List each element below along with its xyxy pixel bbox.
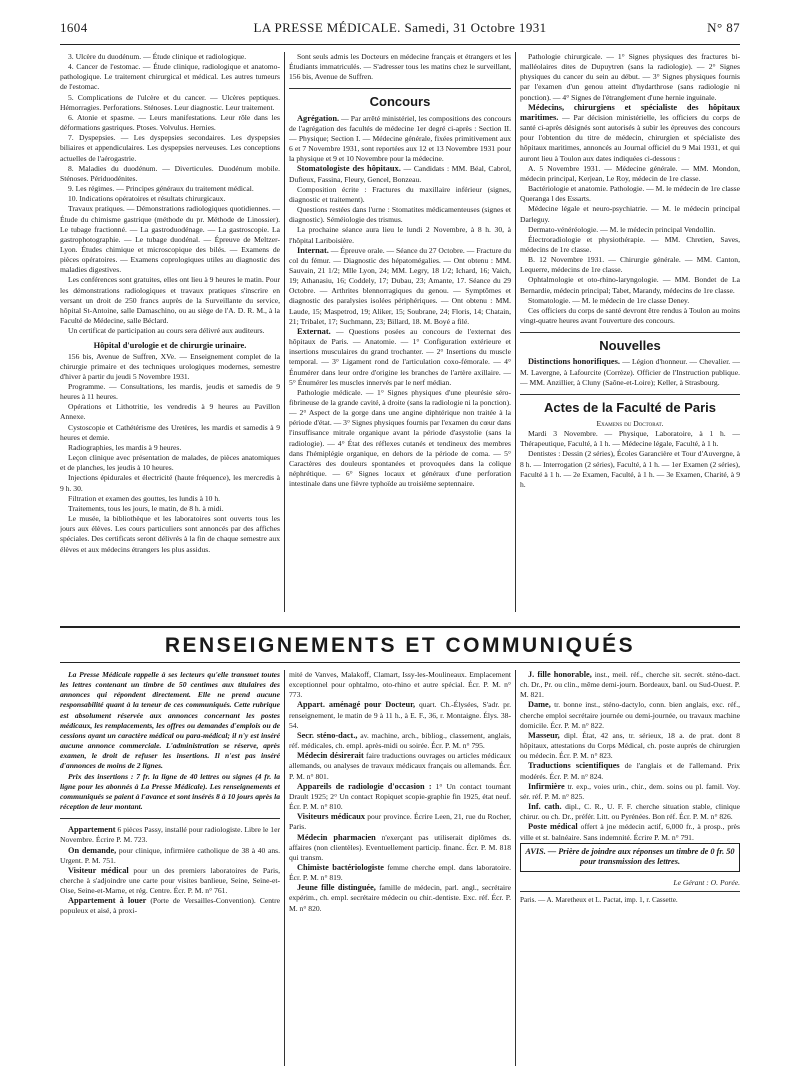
course-item: 6. Atonie et spasme. — Leurs manifestations. Leur rôle dans les déformations gastriques. Ptoses. Volvulus. Hernies. — [60, 112, 280, 133]
header-rule — [60, 44, 740, 45]
classified-ad: Visiteur médical pour un des premiers laboratoires de Paris, cherche à s'adjoindre une carte pour visites banlieue, Seine, Seine-et-Oise, Seine-et-Marne, et rég. Centre. Écr. P. M. n° 761. — [60, 865, 280, 896]
classified-ad: Jeune fille distinguée, famille de médecin, parl. angl., secrétaire expérim., ch. empl. secrétaire médecin ou chir.-dentiste. Exc. réf. Écr. P. M. n° 820. — [289, 883, 511, 913]
imprimeur-line: Paris. — A. Maretheux et L. Pactat, imp. 1, r. Cassette. — [520, 895, 678, 904]
gerant-line: Le Gérant : O. Porée. — [520, 878, 740, 892]
nouvelles-title: Nouvelles — [599, 338, 661, 354]
hopital-heading: Hôpital d'urologie et de chirurgie urinaire. — [93, 341, 247, 351]
medecins-list-item: Stomatologie. — M. le médecin de 1re classe Deney. — [528, 295, 690, 305]
agregation-heading: Agrégation. — [297, 113, 340, 123]
course-item: 5. Complications de l'ulcère et du cancer. — Ulcères peptiques. Hémorragies. Perforations. Sténoses. Leur diagnostic. Leur traitement. — [60, 92, 280, 112]
lower-column-3 — [520, 670, 740, 1076]
concours-title: Concours — [369, 94, 431, 110]
agregation-text: — Par arrêté ministériel, les compositions des concours de l'agrégation des facultés de médecine 1er degré ci-après : Section II. — Physique; Section I. — Médecine générale, fixées primitivement aux 6 et 7 Novembre 1931, sont reportées aux 12 et 13 Novembre 1931 pour la physique et 9 et 10 Novembre pour la médecine. — [289, 113, 511, 164]
classified-ad: Masseur, dipl. État, 42 ans, tr. sérieux, 18 a. de prat. dont 8 hôpitaux, attestations du Corps Médical, ch. poste auprès de chirurgien ou médecin. Écr. P. M. n° 823. — [520, 730, 740, 761]
column-divider — [515, 52, 516, 612]
classified-ad: Appartement 6 pièces Passy, installé pour radiologiste. Libre le 1er Novembre. Écrire P. M. 723. — [60, 825, 280, 845]
column-divider — [515, 670, 516, 1066]
classified-ad: Secr. sténo-dact., av. machine, arch., bibliog., classement, anglais, réf. médicales, ch. empl. après-midi ou soirée. Écr. P. M. n° 795. — [289, 730, 511, 751]
programme-item: Cystoscopie et Cathétérisme des Uretères, les mardis et samedis à 9 heures et demie. — [60, 422, 280, 442]
section-rule — [60, 626, 740, 628]
course-item: 10. Indications opératoires et résultats chirurgicaux. — [68, 194, 226, 204]
classified-ad: mité de Vanves, Malakoff, Clamart, Issy-les-Moulineaux. Emplacement exceptionnel pour ophtalmo, oto-rhino et autre spécial. Écr. P. M. n° 773. — [289, 670, 511, 700]
medecins-list-item: A. 5 Novembre 1931. — Médecine générale. — MM. Mondon, médecin principal, Kerjean, Le Roy, médecin de 1re classe. — [520, 163, 740, 183]
course-item: 7. Dyspepsies. — Les dyspepsies secondaires. Les dyspepsies biliaires et appendiculaires. Les dyspepsies nerveuses. Les conceptions actuelles de l'aérogastrie. — [60, 133, 280, 163]
upper-column-1 — [60, 52, 280, 614]
externat-heading: Externat. — [297, 326, 331, 336]
stomato-heading: Stomatologiste des hôpitaux. — [297, 164, 401, 174]
classified-ad: Appartement à louer (Porte de Versailles-Convention). Centre populeux et aisé, à proxi- — [60, 896, 280, 916]
notice-text: La Presse Médicale rappelle à ses lecteurs qu'elle transmet toutes les lettres contenant un timbre de 50 centimes aux titulaires des annonces qui répondent directement. Elle ne prend aucune responsabilité quant à la teneur de ces communiqués. Cette rubrique est absolument réservée aux annonces concernant les postes médicaux, les remplacements, les offres ou demandes d'emplois ou de cessions ayant un caractère médical ou para-médical; il n'y est inséré aucune annonce commerciale. L'administration se réserve, après examen, le droit de refuser les insertions. Il n'est pas inséré d'annonces de moins de 2 lignes. — [60, 670, 280, 771]
medecins-list-item: Électroradiologie et physiothérapie. — MM. Chretien, Saves, médecins de 1re classe. — [520, 234, 740, 254]
column-divider — [284, 52, 285, 612]
internat-text: — Épreuve orale. — Séance du 27 Octobre. — Fracture du col du fémur. — Diagnostic des hépatomégalies. — Ont obtenu : MM. Sauvain, 21 1/2; Mlle Lyon, 24; MM. Legry, 18 1/2; Ichard, 16; Vaich, 19; Athanasiu, 16; Coddely, 17; Dubau, 23; Amante, 17. Séance du 29 Octobre. — Arthrites blennorragiques du genou. — Symptômes et diagnostic des paralysies isolées périphériques. — Ont obtenu : MM. Laude, 15; Maspetrod, 19; Aliker, 15; Soubrane, 24; Floris, 14; Chatain, 21; Tribalet, 17; Suchmann, 23; Billard, 18. M. Boyé a filé. — [289, 245, 511, 326]
upper-column-2 — [289, 52, 511, 614]
stomato-questions: Questions restées dans l'urne : Stomatites médicamenteuses (signes et diagnostic). Séméiologie des trismus. — [289, 205, 511, 225]
medecins-heading: Médecins, chirurgiens et spécialiste des hôpitaux maritimes. — [520, 102, 740, 122]
suffren-intro: Sont seuls admis les Docteurs en médecine français et étrangers et les Étudiants immatriculés. — S'adresser tous les matins chez le surveillant, 156 bis, Avenue de Suffren. — [289, 52, 511, 82]
examens-heading: Examens du Doctorat. — [596, 419, 664, 428]
classified-ad: Infirmière tr. exp., voies urin., chir., dem. soins ou pl. famil. Voy. sér. réf. P. M. n° 825. — [520, 781, 740, 801]
programme-item: Opérations et Lithotritie, les vendredis à 9 heures au Pavillon Annexe. — [60, 402, 280, 422]
medecins-end: Ces officiers du corps de santé devront être rendus à Toulon au moins vingt-quatre heures avant l'ouverture des concours. — [520, 305, 740, 326]
course-item: 3. Ulcère du duodénum. — Étude clinique et radiologique. — [68, 52, 247, 61]
medecins-text: — Par décision ministérielle, les officiers du corps de santé ci-après désignés sont autorisés à subir les épreuves des concours pour l'obtention du titre de médecin, chirurgien et spécialiste des hôpitaux maritimes, annoncés au Journal officiel du 9 Mai 1931, et qui auront lieu à Toulon aux dates indiquées ci-dessous : — [520, 112, 740, 163]
stomato-ecrit: Composition écrite : Fractures du maxillaire inférieur (signes, diagnostic et traitement). — [289, 184, 511, 204]
classified-ad: Dame, tr. bonne inst., sténo-dactylo, conn. bien anglais, exc. réf., cherche emploi secrétaire journée ou demi-journée, ou travaux machine domicile. Écr. P. M. n° 822. — [520, 700, 740, 730]
avis-box: AVIS. — Prière de joindre aux réponses un timbre de 0 fr. 50 pour transmission des lettres. — [520, 843, 740, 872]
externat-text: — Questions posées au concours de l'externat des hôpitaux de Paris. — Anatomie. — 1° Configuration extérieure et insertions musculaires du grand trochanter. — 2° Insertions du muscle temporal. — 3° Ligament rond de l'articulation coxo-fémorale. — 4° Énumérer dans leur ordre d'origine les branches de l'artère axillaire. — 5° Énumérer les muscles innervés par le nerf médian. — [289, 326, 511, 387]
classified-ad: Appart. aménagé pour Docteur, quart. Ch.-Élysées, S'adr. pr. renseignement, le matin de 9 à 11 h., à E. F., 36, r. Montaigne. Élys. 38-54. — [289, 700, 511, 730]
programme-item: Traitements, tous les jours, le matin, de 8 h. à midi. — [68, 503, 224, 513]
medecins-list-item: Ophtalmologie et oto-rhino-laryngologie. — MM. Bondet de La Bernardie, médecin principal; Tabet, Marandy, médecins de 1re classe. — [520, 275, 740, 295]
pathologie-medicale: Pathologie médicale. — 1° Signes physiques d'une pleurésie séro-fibrineuse de la grande cavité, à droite (sans la radiologie ni la ponction). — 2° Aspect de la gorge dans une angine diphtérique non traitée à la période d'état. — 3° Signes physiques fournis par l'examen du cœur dans l'insuffisance mitrale organique avant la période d'asystolie (sans la radiologie). — 4° État des réflexes cutanés et tendineux des membres dans l'hémiplégie organique, en dehors de la période de coma. — 5° Caractères des douleurs spontanées et provoquées dans la colique néphrétique. — 6° Signes locaux et généraux d'une perforation intestinale dans une fièvre typhoïde au troisième septennaire. — [289, 387, 511, 489]
medecins-list-item: B. 12 Novembre 1931. — Chirurgie générale. — MM. Canton, Lequerre, médecins de 1re classe. — [520, 255, 740, 275]
medecins-list-item: Médecine légale et neuro-psychiatrie. — M. le médecin principal Darleguy. — [520, 204, 740, 224]
dentistes-text: Dentistes : Dessin (2 séries), Écoles Garancière et Tour d'Auvergne, à 8 h. — Interrogation (2 séries), Faculté, à 1 h. — 1er Examen (2 séries), Faculté à 1 h. — 2e Examen, Faculté, à 1 h. — 3e Examen, Charité, à 9 h. — [520, 449, 740, 489]
upper-column-3 — [520, 52, 740, 614]
issue-number: N° 87 — [707, 20, 740, 35]
medecins-list-item: Bactériologie et anatomie. Pathologie. — M. le médecin de 1re classe Queranga l des Essarts. — [520, 184, 740, 204]
course-item: 4. Cancer de l'estomac. — Étude clinique, radiologique et anatomo-pathologique. Le traitement chirurgical et médical. Les autres tumeurs de l'estomac. — [60, 62, 280, 92]
programme-item: Leçon clinique avec présentation de malades, de pièces anatomiques et de planches, les jeudis à 10 heures. — [60, 453, 280, 473]
programme-item: Filtration et examen des gouttes, les lundis à 10 h. — [68, 493, 221, 503]
stomato-text: — Candidats : MM. Béal, Cabrol, Dufieux, Fassina, Fleury, Gencel, Bonzeau. — [289, 164, 511, 184]
programme-item: Radiographies, les mardis à 9 heures. — [68, 442, 182, 452]
classified-ad: Médecin désirerait faire traductions ouvrages ou articles médicaux allemands, ou analyses de travaux médicaux français ou allemands. Écr. P. M. n° 801. — [289, 751, 511, 781]
programme-item: Programme. — Consultations, les mardis, jeudis et samedis de 9 heures à 11 heures. — [60, 382, 280, 402]
page-header — [60, 20, 740, 40]
classified-ad: Appareils de radiologie d'occasion : 1° Un contact tournant Drault 1925; 2° Un contact Ropiquet scopie-graphie fin 1925, état neuf. Écr. P. M. n° 810. — [289, 781, 511, 812]
programme-item: Injections épidurales et électricité (haute fréquence), les mercredis à 9 h. 30. — [60, 473, 280, 493]
classified-ad: Médecin pharmacien n'exerçant pas utiliserait diplômes ds. affaires (non clientèles). Eventuellement particip. financ. Écr. P. M. 818 qui transm. — [289, 832, 511, 862]
classified-ad: Inf. cath. dipl., C. R., U. F. F. cherche situation stable, clinique chirur. ou ch. Dr., préfér. Litt. ou Pyrénées. Bon réf. Écr. P. M. n° 826. — [520, 802, 740, 822]
prix-text: Prix des insertions : 7 fr. la ligne de 40 lettres ou signes (4 fr. la ligne pour les abonnés à La Presse Médicale). Les renseignements et communiqués se paient à l'avance et sont insérés 8 à 10 jours après la réception de leur montant. — [60, 771, 280, 812]
classified-ad: On demande, pour clinique, infirmière catholique de 38 à 40 ans. Urgent. P. M. 751. — [60, 845, 280, 865]
classified-ad: Traductions scientifiques de l'anglais et de l'allemand. Prix modérés. Écr. P. M. n° 824. — [520, 761, 740, 781]
lower-column-2 — [289, 670, 511, 1070]
renseignements-title: RENSEIGNEMENTS ET COMMUNIQUÉS — [164, 634, 636, 657]
distinctions-heading: Distinctions honorifiques. — [528, 357, 620, 367]
classified-ad: J. fille honorable, inst., meil. réf., cherche sit. secrét. sténo-dact. ch. Dr., Pr. ou clin., même demi-journ. Bordeaux, banl. ou Sud-Ouest. P. M. 821. — [520, 670, 740, 700]
lecons-text: Les conférences sont gratuites, elles ont lieu à 9 heures le matin. Pour les démonstrations radiologiques et travaux pratiques s'inscrire en versant un droit de 250 francs auprès de la Surveillante du service, hôpital St-Antoine, salle Damaschino, ou au siège de l'A. D. R. M., à la Faculté de Médecine, salle Béclard. — [60, 275, 280, 326]
classified-ad: Poste médical offert à jne médecin actif, 6,000 fr., à prosp., près ville et st. balnéaire. Sans indemnité. Écrire P. M. n° 791. — [520, 822, 740, 842]
travaux-pratiques: Travaux pratiques. — Démonstrations radiologiques quotidiennes. — Étude du chimisme gastrique (méthode du pr. Méthode de Linossier). Le tubage fractionné. — La gastroduodénage. — La gastroscopie. La gastrophotographie. — Le tubage duodénal. — Épreuve de Meltzer-Lyon. Études chimique et microscopique des bilés. — Examens de pièces opératoires. — Examens coprologiques utiles au diagnostic des maladies digestives. — [60, 204, 280, 275]
hopital-text: 156 bis, Avenue de Suffren, XVe. — Enseignement complet de la chirurgie primaire et des techniques urologiques modernes, semestre d'hiver à partir du jeudi 5 Novembre 1931. — [60, 351, 280, 381]
course-item: 8. Maladies du duodénum. — Diverticules. Duodénum mobile. Sténoses. Périduodénites. — [60, 163, 280, 183]
pathologie-chirurgicale: Pathologie chirurgicale. — 1° Signes physiques des fractures bi-malléolaires dites de Dupuytren (sans la radiologie). — 2° Signes physiques du cancer du sein au début. — 3° Signes physiques fournis par l'examen d'un genou atteint d'hydarthrose (sans radiologie ni ponction). — 4° Signes de l'étranglement d'une hernie inguinale. — [520, 52, 740, 102]
course-item: 9. Les régimes. — Principes généraux du traitement médical. — [68, 184, 254, 194]
section-rule — [60, 662, 740, 663]
classified-ad: Visiteurs médicaux pour province. Écrire Leen, 21, rue du Rocher, Paris. — [289, 812, 511, 832]
lower-column-1 — [60, 670, 280, 1070]
classified-ad: Chimiste bactériologiste femme cherche empl. dans laboratoire. Écr. P. M. n° 819. — [289, 862, 511, 883]
medecins-list-item: Dermato-vénéréologie. — M. le médecin principal Vendollin. — [528, 224, 716, 234]
column-divider — [284, 670, 285, 1066]
certificat-text: Un certificat de participation au cours sera délivré aux auditeurs. — [68, 326, 265, 336]
distinctions-text: — Légion d'honneur. — Chevalier. — M. Lavergne, à Lafourcite (Corrèze). Officier de l'Instruction publique. — MM. Anzillier, à Cluny (Saône-et-Loire); Keller, à Strasbourg. — [520, 357, 740, 387]
journal-title: LA PRESSE MÉDICALE. Samedi, 31 Octobre 1931 — [253, 20, 547, 35]
actes-title: Actes de la Faculté de Paris — [544, 399, 716, 415]
stomato-seance: La prochaine séance aura lieu le lundi 2 Novembre, à 8 h. 30, à l'hôpital Lariboisière. — [289, 225, 511, 245]
examens-text: Mardi 3 Novembre. — Physique, Laboratoire, à 1 h. — Thérapeutique, Faculté, à 1 h. — Médecine légale, Faculté, à 1 h. — [520, 429, 740, 449]
programme-item: Le musée, la bibliothèque et les laboratoires sont ouverts tous les jours aux élèves. Les cours particuliers sont annoncés par des affiches spéciales. Des certificats seront délivrés à la fin de chaque semestre aux élèves et aux médecins étrangers les plus assidus. — [60, 514, 280, 554]
page-number-left: 1604 — [60, 20, 88, 35]
internat-heading: Internat. — [297, 245, 329, 255]
